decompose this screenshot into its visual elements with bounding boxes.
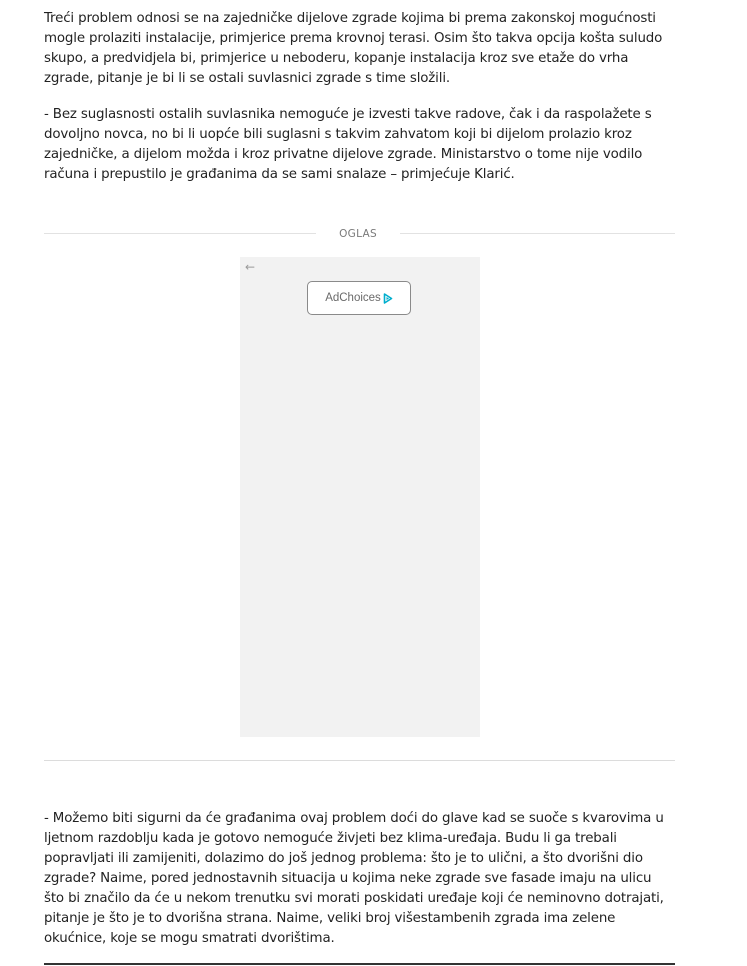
ad-separator: [44, 226, 675, 242]
adchoices-triangle-icon: [383, 293, 393, 304]
article-paragraph-2: - Bez suglasnosti ostalih suvlasnika nemoguće je izvesti takve radove, čak i da raspolažete s dovoljno novca, no bi li uopće bili suglasni s takvim zahvatom koji bi dijelom prolazio kroz zajedničke, a dijelom možda i kroz privatne dijelove zgrade. Ministarstvo o tome nije vodilo računa i prepustilo je građanima da se sami snalaze – primjećuje Klarić.: [44, 107, 652, 182]
adchoices-label: AdChoices: [325, 292, 381, 304]
adchoices-button[interactable]: [307, 281, 411, 315]
back-arrow-icon[interactable]: ←: [245, 260, 256, 274]
ad-separator-line-left: [44, 233, 316, 234]
ad-label: OGLAS: [339, 228, 377, 240]
content-bottom-rule: [44, 963, 675, 965]
ad-slot[interactable]: [240, 257, 480, 737]
ad-separator-line-right: [400, 233, 675, 234]
ad-bottom-divider: [44, 760, 675, 761]
article-paragraph-1: Treći problem odnosi se na zajedničke dijelove zgrade kojima bi prema zakonskoj mogućnosti mogle prolaziti instalacije, primjerice prema krovnoj terasi. Osim što takva opcija košta suludo skupo, a predvidjela bi, primjerice u neboderu, kopanje instalacija kroz sve etaže do vrha zgrade, pitanje je bi li se ostali suvlasnici zgrade s time složili.: [44, 11, 663, 86]
article-paragraph-3: - Možemo biti sigurni da će građanima ovaj problem doći do glave kad se suoče s kvarovima u ljetnom razdoblju kada je gotovo nemoguće živjeti bez klima-uređaja. Budu li ga trebali popravljati ili zamijeniti, dolazimo do još jednog problema: što je to ulični, a što dvorišni dio zgrade? Naime, pored jednostavnih situacija u kojima neke zgrade sve fasade imaju na ulicu što bi značilo da će u nekom trenutku svi morati poskidati uređaje koji će neminovno dotrajati, pitanje je što je to dvorišna strana. Naime, veliki broj višestambenih zgrada ima zelene okućnice, koje se mogu smatrati dvorištima.: [44, 811, 664, 946]
